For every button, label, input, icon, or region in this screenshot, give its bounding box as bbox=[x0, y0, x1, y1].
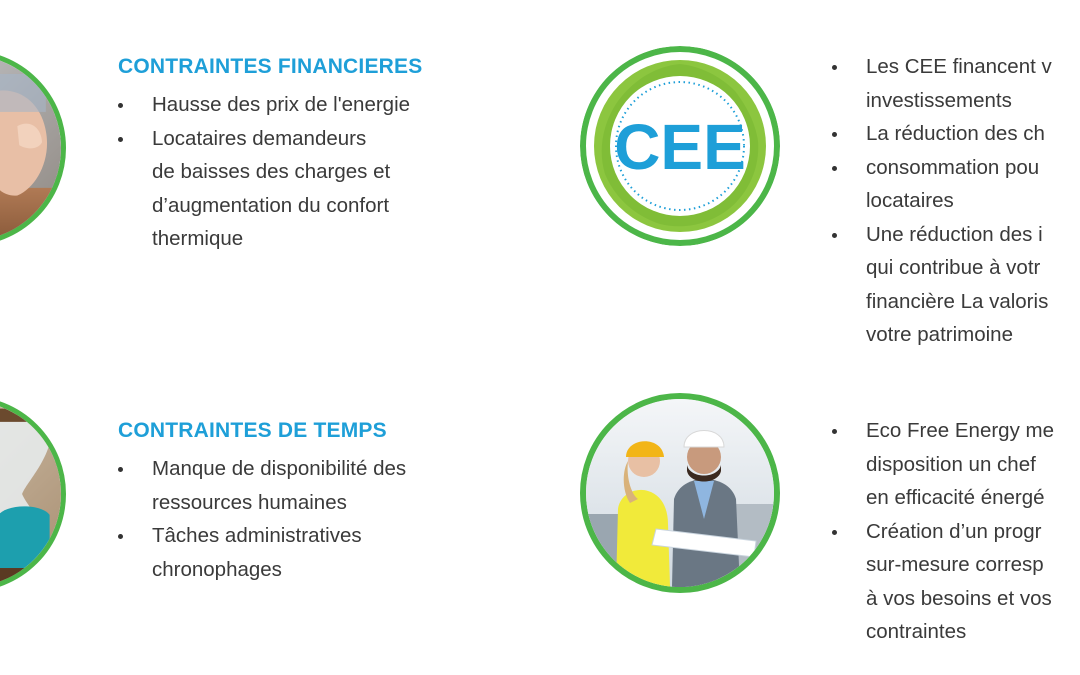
list-item: Hausse des prix de l'energie bbox=[118, 88, 422, 122]
list-item: La réduction des ch bbox=[832, 117, 1052, 151]
financial-list bbox=[118, 88, 422, 256]
hourglass-photo-icon bbox=[0, 396, 66, 592]
list-item: Manque de disponibilité des ressources humaines bbox=[118, 452, 406, 519]
financial-section bbox=[118, 54, 422, 256]
list-item: Locataires demandeurs de baisses des charges et d’augmentation du confort thermique bbox=[118, 122, 422, 256]
engineers-photo-icon bbox=[580, 393, 780, 593]
cee-section bbox=[832, 50, 1052, 352]
time-list bbox=[118, 452, 406, 586]
list-item: Une réduction des i qui contribue à votr financière La valoris votre patrimoine bbox=[832, 218, 1052, 352]
time-heading: CONTRAINTES DE TEMPS bbox=[118, 419, 387, 442]
expert-list bbox=[832, 414, 1054, 649]
list-item: consommation pou locataires bbox=[832, 151, 1052, 218]
time-section bbox=[118, 418, 406, 586]
hand-photo-icon bbox=[0, 50, 66, 246]
cee-badge-icon bbox=[580, 46, 780, 246]
list-item: Tâches administratives chronophages bbox=[118, 519, 406, 586]
list-item: Création d’un progr sur-mesure corresp à vos besoins et vos contraintes bbox=[832, 515, 1054, 649]
list-item: Eco Free Energy me disposition un chef en efficacité énergé bbox=[832, 414, 1054, 515]
financial-heading: CONTRAINTES FINANCIERES bbox=[118, 55, 423, 78]
list-item: Les CEE financent v investissements bbox=[832, 50, 1052, 117]
cee-list bbox=[832, 50, 1052, 352]
cee-logo-text: CEE bbox=[614, 111, 746, 183]
expert-section bbox=[832, 414, 1054, 649]
